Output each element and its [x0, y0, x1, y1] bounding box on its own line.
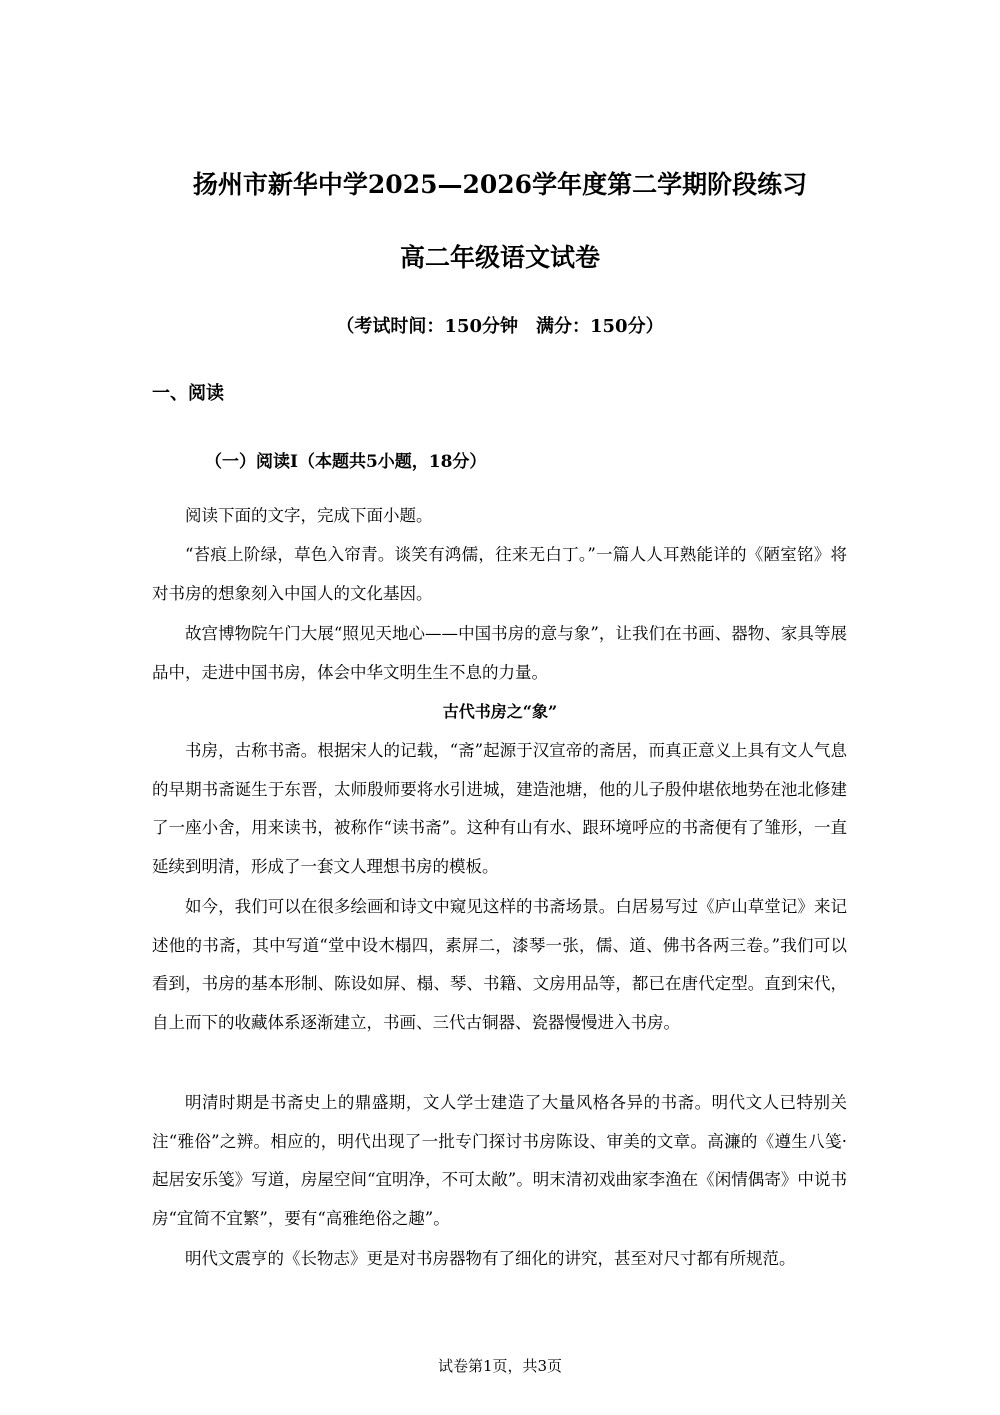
article-paragraph: 如今，我们可以在很多绘画和诗文中窥见这样的书斋场景。白居易写过《庐山草堂记》来记述他的书斋，其中写道“堂中设木榻四，素屏二，漆琴一张，儒、道、佛书各两三卷。”我们可以看到，书房的基本形制、陈设如屏、榻、琴、书籍、文房用品等，都已在唐代定型。直到宋代，自上而下的收藏体系逐渐建立，书画、三代古铜器、瓷器慢慢进入书房。	[152, 897, 847, 1032]
instruction-text: 阅读下面的文字，完成下面小题。	[185, 506, 433, 525]
sub-section-heading: （一）阅读Ⅰ（本题共5小题，18分）	[205, 452, 487, 472]
intro-paragraph: “苔痕上阶绿，草色入帘青。谈笑有鸿儒，往来无白丁。”一篇人人耳熟能详的《陋室铭》将对书房的想象刻入中国人的文化基因。	[152, 545, 847, 603]
intro-paragraph: 故宫博物院午门大展“照见天地心——中国书房的意与象”，让我们在书画、器物、家具等展品中，走进中国书房，体会中华文明生生不息的力量。	[152, 624, 847, 682]
page-footer: 试卷第1页，共3页	[437, 1357, 563, 1375]
article-title: 古代书房之“象”	[442, 702, 558, 721]
article-paragraph: 书房，古称书斋。根据宋人的记载，“斋”起源于汉宣帝的斋居，而真正意义上具有文人气息的早期书斋诞生于东晋，太师殷师要将水引进城，建造池塘，他的儿子殷仲堪依地势在池北修建了一座小舍，用来读书，被称作“读书斋”。这种有山有水、跟环境呼应的书斋便有了雏形，一直延续到明清，形成了一套文人理想书房的模板。	[152, 741, 847, 876]
article-paragraph: 明清时期是书斋史上的鼎盛期，文人学士建造了大量风格各异的书斋。明代文人已特别关注“雅俗”之辨。相应的，明代出现了一批专门探讨书房陈设、审美的文章。高濂的《遵生八笺·起居安乐笺》写道，房屋空间“宜明净，不可太敞”。明末清初戏曲家李渔在《闲情偶寄》中说书房“宜简不宜繁”，要有“高雅绝俗之趣”。	[152, 1093, 847, 1228]
article-paragraph: 明代文震亨的《长物志》更是对书房器物有了细化的讲究，甚至对尺寸都有所规范。	[185, 1249, 796, 1268]
exam-title: 扬州市新华中学2025—2026学年度第二学期阶段练习	[192, 170, 808, 199]
section-heading: 一、阅读	[152, 383, 224, 404]
exam-subtitle: 高二年级语文试卷	[399, 243, 600, 272]
exam-info: （考试时间：150分钟 满分：150分）	[336, 316, 664, 337]
